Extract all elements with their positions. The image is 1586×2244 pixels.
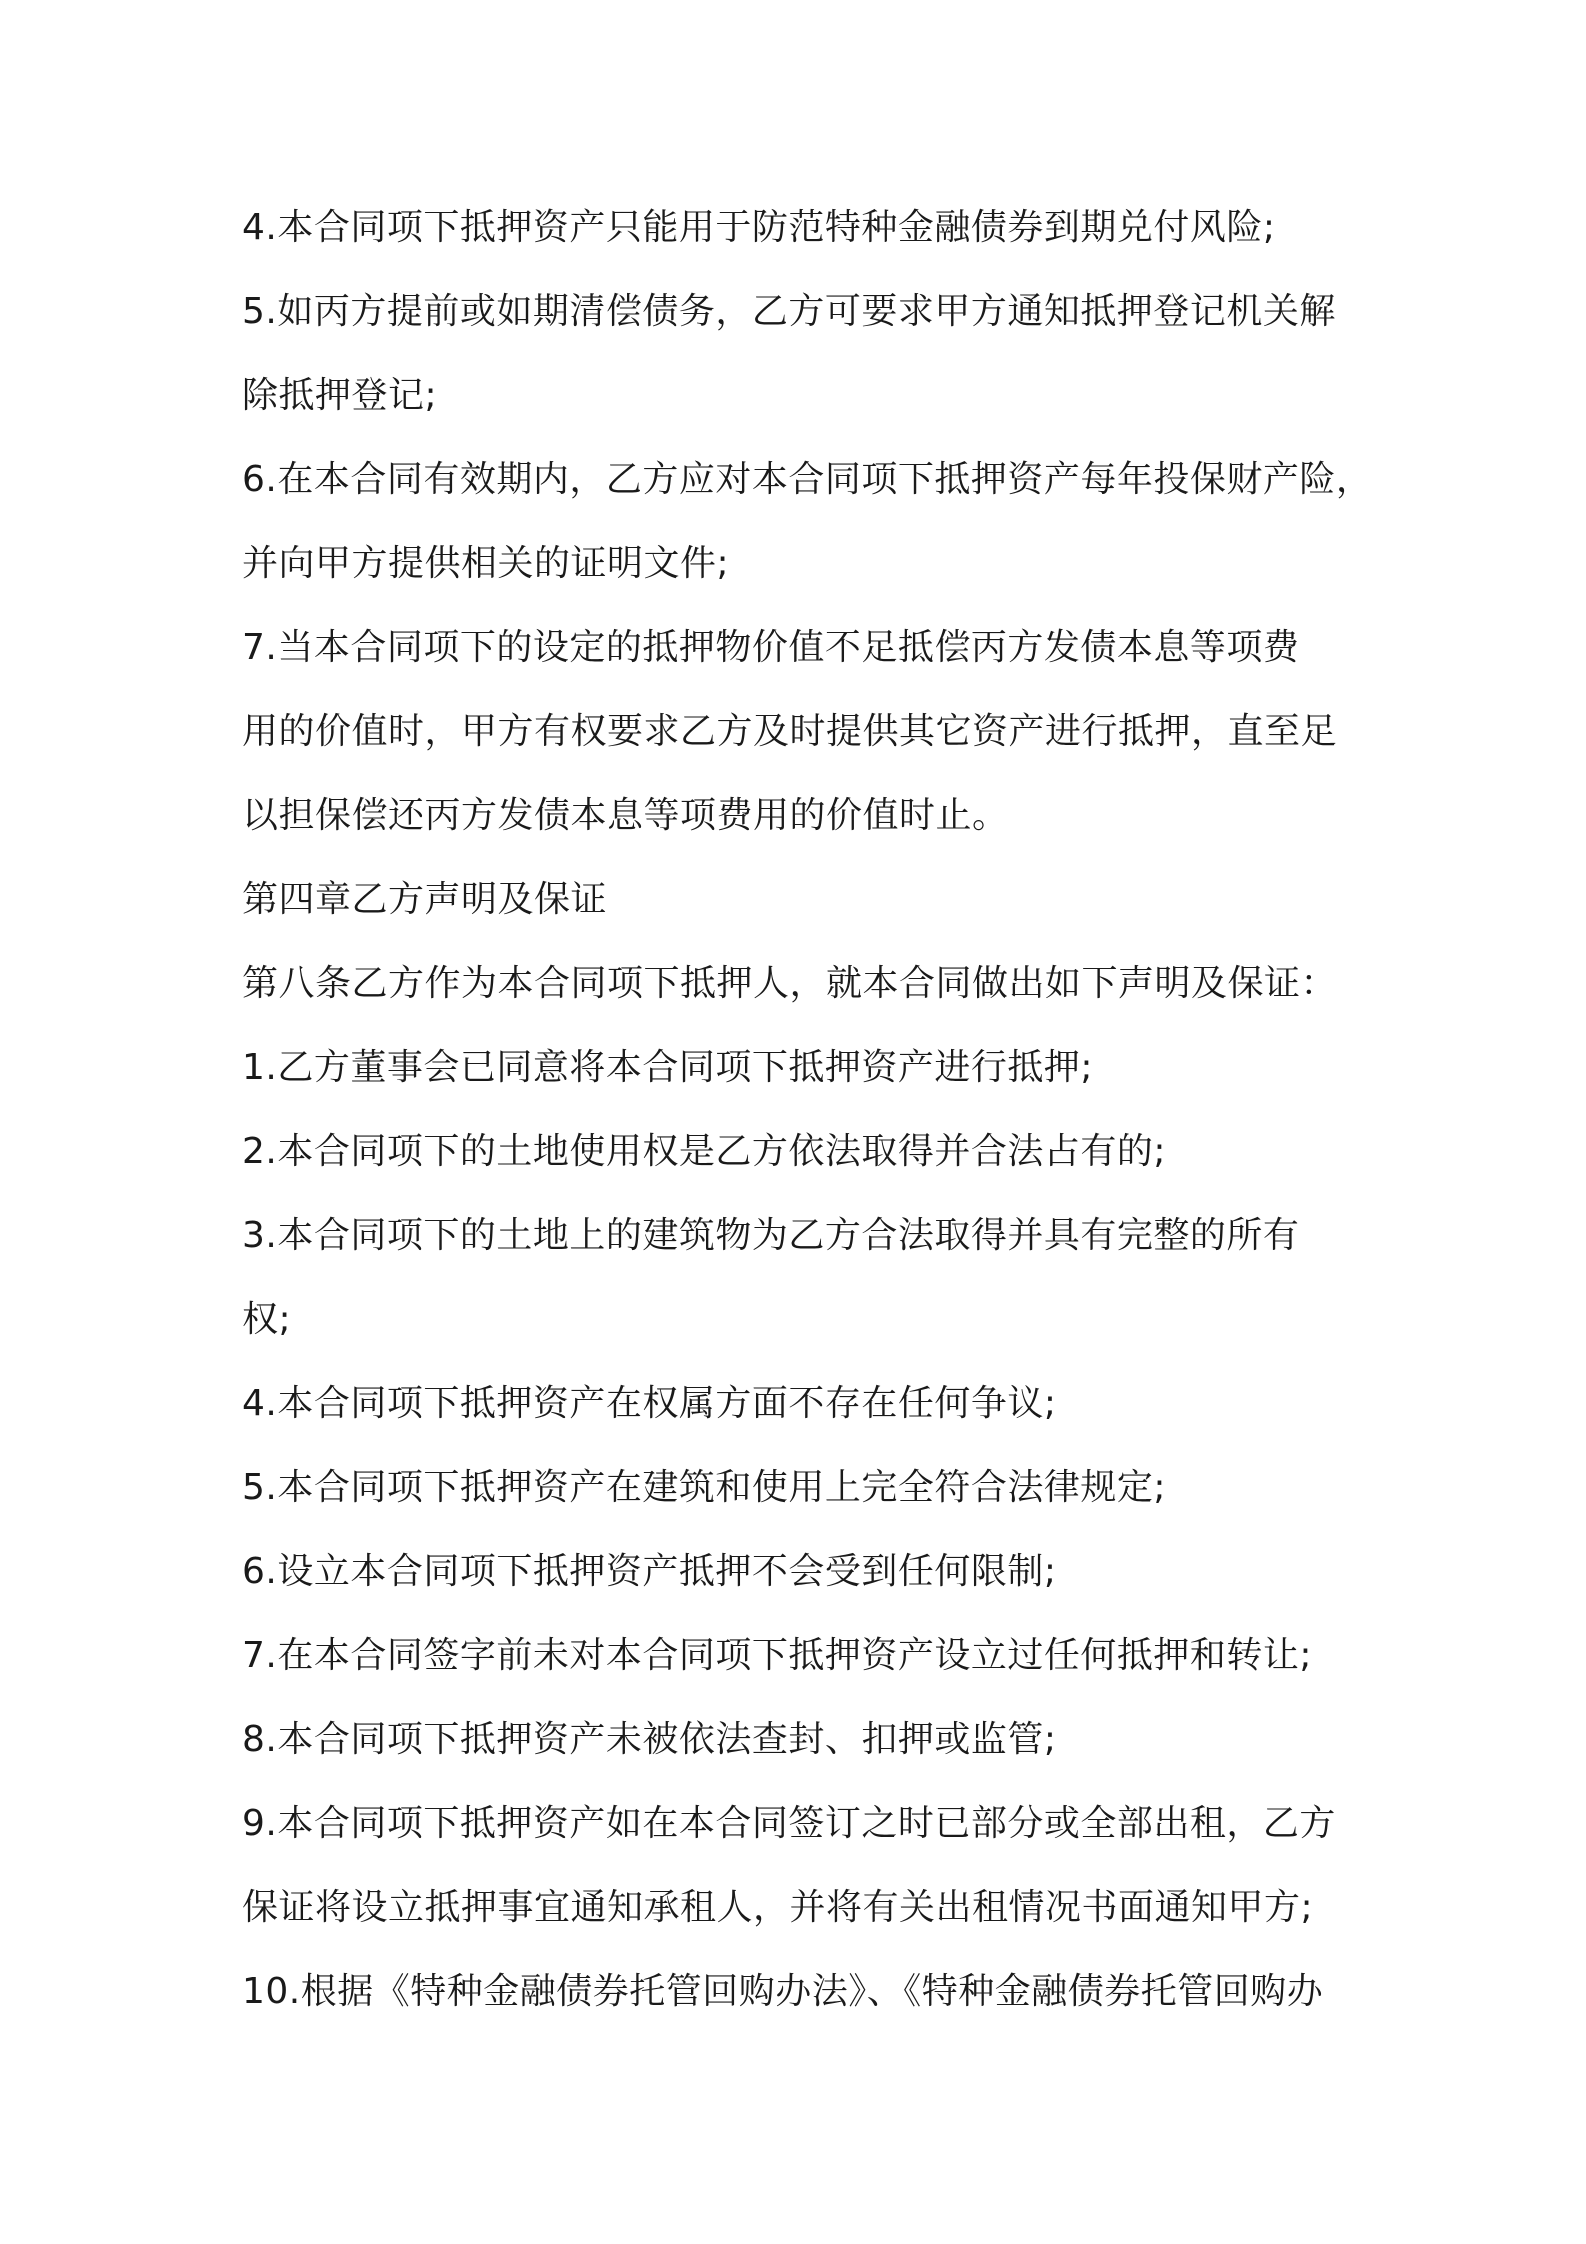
text-line: 以担保偿还丙方发债本息等项费用的价值时止。	[242, 795, 1009, 836]
text-line: 用的价值时，甲方有权要求乙方及时提供其它资产进行抵押，直至足	[242, 711, 1338, 752]
article-heading: 第八条乙方作为本合同项下抵押人，就本合同做出如下声明及保证：	[242, 963, 1338, 1004]
text-line: 6.在本合同有效期内，乙方应对本合同项下抵押资产每年投保财产险，	[242, 459, 1373, 500]
text-line: 5.本合同项下抵押资产在建筑和使用上完全符合法律规定;	[242, 1467, 1166, 1508]
text-line: 9.本合同项下抵押资产如在本合同签订之时已部分或全部出租，乙方	[242, 1803, 1336, 1844]
text-line: 4.本合同项下抵押资产在权属方面不存在任何争议;	[242, 1383, 1057, 1424]
text-line: 7.在本合同签字前未对本合同项下抵押资产设立过任何抵押和转让;	[242, 1635, 1312, 1676]
text-line: 2.本合同项下的土地使用权是乙方依法取得并合法占有的;	[242, 1131, 1166, 1172]
text-line: 保证将设立抵押事宜通知承租人，并将有关出租情况书面通知甲方;	[242, 1887, 1314, 1928]
text-line: 权;	[242, 1299, 292, 1340]
text-line: 10.根据《特种金融债券托管回购办法》、《特种金融债券托管回购办	[242, 1971, 1324, 2012]
text-line: 6.设立本合同项下抵押资产抵押不会受到任何限制;	[242, 1551, 1057, 1592]
chapter-heading: 第四章乙方声明及保证	[242, 879, 608, 920]
text-line: 3.本合同项下的土地上的建筑物为乙方合法取得并具有完整的所有	[242, 1215, 1300, 1256]
text-line: 并向甲方提供相关的证明文件;	[242, 543, 730, 584]
text-line: 7.当本合同项下的设定的抵押物价值不足抵偿丙方发债本息等项费	[242, 627, 1300, 668]
text-line: 4.本合同项下抵押资产只能用于防范特种金融债券到期兑付风险;	[242, 207, 1276, 248]
text-line: 5.如丙方提前或如期清偿债务，乙方可要求甲方通知抵押登记机关解	[242, 291, 1336, 332]
text-line: 除抵押登记;	[242, 375, 438, 416]
text-line: 1.乙方董事会已同意将本合同项下抵押资产进行抵押;	[242, 1047, 1093, 1088]
text-line: 8.本合同项下抵押资产未被依法查封、扣押或监管;	[242, 1719, 1057, 1760]
